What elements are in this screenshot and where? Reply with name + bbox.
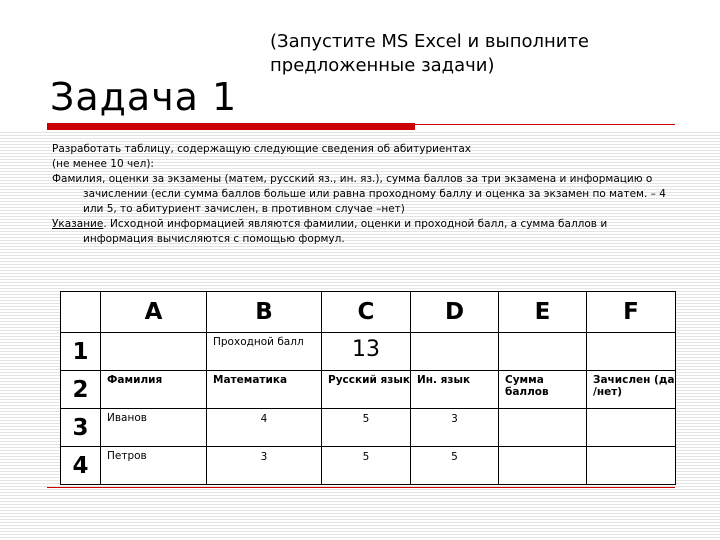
hint-label: Указание — [52, 218, 104, 230]
cell-f3 — [587, 409, 676, 447]
cell-text — [499, 447, 586, 450]
cell-a2 — [101, 371, 207, 409]
slide-title: Задача 1 — [50, 75, 238, 119]
cell-e2 — [499, 371, 587, 409]
cell-b2 — [207, 371, 322, 409]
row-number: 1 — [61, 333, 101, 371]
cell-text: Математика — [213, 374, 288, 386]
cell-text — [499, 333, 586, 336]
task-line-1: Разработать таблицу, содержащую следующие сведения об абитуриентах — [52, 143, 472, 155]
cell-f4 — [587, 447, 676, 485]
cell-text: Зачислен (да /нет) — [593, 374, 675, 398]
spreadsheet-table — [60, 291, 676, 485]
cell-text: Проходной балл — [213, 336, 304, 348]
column-header-f: F — [587, 292, 676, 333]
row-number: 4 — [61, 447, 101, 485]
cell-text: 3 — [451, 413, 458, 425]
task-hint — [52, 217, 677, 247]
cell-text: 13 — [352, 337, 380, 362]
cell-c1 — [322, 333, 411, 371]
cell-f1 — [587, 333, 676, 371]
cell-b4 — [207, 447, 322, 485]
cell-b1 — [207, 333, 322, 371]
cell-c2 — [322, 371, 411, 409]
cell-text — [587, 447, 675, 450]
cell-text: 5 — [451, 451, 458, 463]
cell-c4 — [322, 447, 411, 485]
cell-e4 — [499, 447, 587, 485]
task-description — [52, 142, 677, 247]
cell-d4 — [411, 447, 499, 485]
bottom-rule — [47, 487, 675, 488]
cell-d3 — [411, 409, 499, 447]
title-underline-line — [415, 124, 675, 125]
cell-b3 — [207, 409, 322, 447]
cell-text — [101, 333, 206, 336]
cell-e1 — [499, 333, 587, 371]
row-number: 3 — [61, 409, 101, 447]
cell-a4 — [101, 447, 207, 485]
task-line-3: Фамилия, оценки за экзамены (матем, русский яз., ин. яз.), сумма баллов за три экзамена и информацию о зачислении (если сумма баллов больше или равна проходному баллу и оценка за экзамен по матем. – 4 или 5, то абитуриент зачислен, в противном случае –нет) — [52, 173, 666, 215]
cell-text: Петров — [107, 450, 147, 462]
column-header-row — [61, 292, 676, 333]
table-row — [61, 371, 676, 409]
cell-text: Иванов — [107, 412, 147, 424]
cell-a1 — [101, 333, 207, 371]
cell-text: 3 — [260, 451, 268, 463]
cell-c3 — [322, 409, 411, 447]
cell-e3 — [499, 409, 587, 447]
column-header-c: C — [322, 292, 411, 333]
cell-text — [587, 409, 675, 412]
cell-text: Русский язык — [328, 374, 410, 386]
cell-f2 — [587, 371, 676, 409]
table-row — [61, 409, 676, 447]
column-header-a: A — [101, 292, 207, 333]
instruction-note: (Запустите MS Excel и выполните предложенные задачи) — [270, 31, 590, 76]
column-header-e: E — [499, 292, 587, 333]
cell-text: Фамилия — [107, 374, 163, 386]
cell-text: 4 — [260, 413, 268, 425]
cell-text: Ин. язык — [417, 374, 471, 386]
cell-a3 — [101, 409, 207, 447]
cell-d1 — [411, 333, 499, 371]
corner-cell — [61, 292, 101, 333]
task-line-2: (не менее 10 чел): — [52, 158, 154, 170]
cell-text: Сумма баллов — [505, 374, 549, 398]
column-header-d: D — [411, 292, 499, 333]
cell-text — [499, 409, 586, 412]
cell-text: 5 — [362, 413, 370, 425]
title-underline-bar — [47, 123, 415, 130]
hint-text: . Исходной информацией являются фамилии, оценки и проходной балл, а сумма баллов и информация вычисляются с помощью формул. — [83, 218, 608, 245]
cell-text — [411, 333, 498, 336]
cell-text: 5 — [362, 451, 370, 463]
table-row — [61, 333, 676, 371]
row-number: 2 — [61, 371, 101, 409]
cell-d2 — [411, 371, 499, 409]
column-header-b: B — [207, 292, 322, 333]
table-row — [61, 447, 676, 485]
cell-text — [587, 333, 675, 336]
